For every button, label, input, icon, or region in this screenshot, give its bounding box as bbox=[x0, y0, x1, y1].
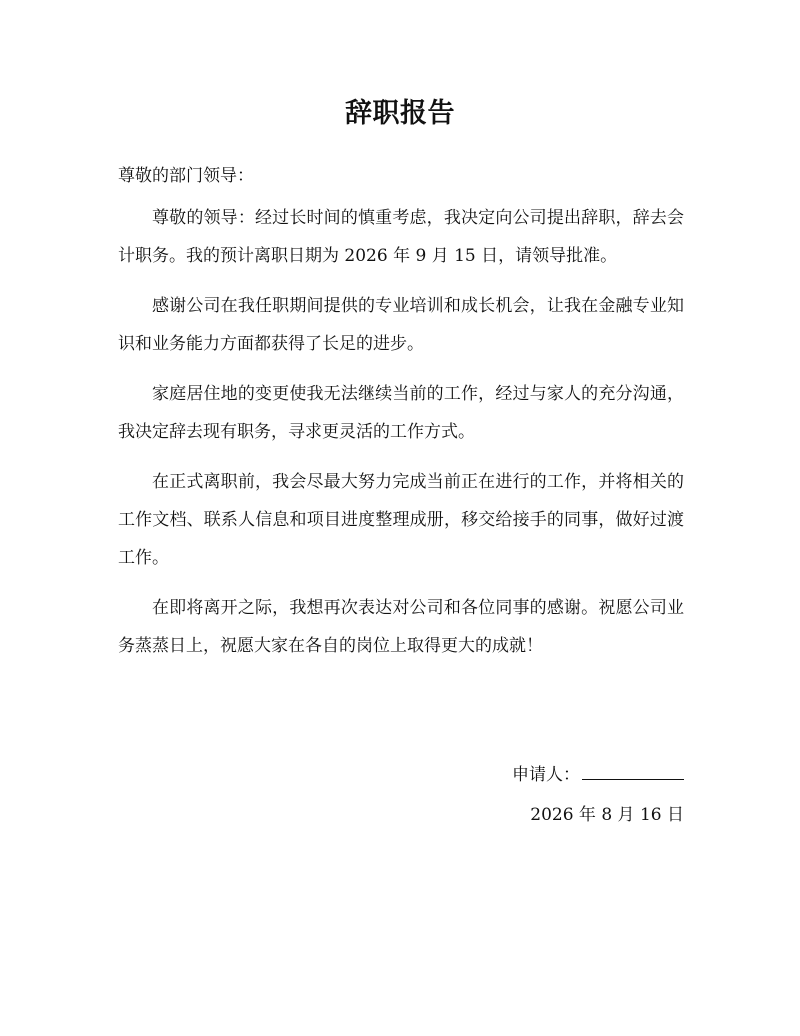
signature-applicant bbox=[512, 760, 684, 790]
signature-date: 2026 年 8 月 16 日 bbox=[530, 805, 684, 825]
paragraph-gratitude-training: 感谢公司在我任职期间提供的专业培训和成长机会，让我在金融专业知识和业务能力方面都获得了长足的进步。 bbox=[118, 296, 684, 354]
signature-blank-line bbox=[582, 761, 684, 780]
paragraph-closing-wishes: 在即将离开之际，我想再次表达对公司和各位同事的感谢。祝愿公司业务蒸蒸日上，祝愿大家在各自的岗位上取得更大的成就！ bbox=[118, 598, 684, 656]
salutation: 尊敬的部门领导： bbox=[118, 166, 254, 186]
paragraph-resignation-notice: 尊敬的领导：经过长时间的慎重考虑，我决定向公司提出辞职，辞去会计职务。我的预计离职日期为 2026 年 9 月 15 日，请领导批准。 bbox=[118, 208, 684, 266]
page-title: 辞职报告 bbox=[345, 98, 455, 129]
letter-body bbox=[118, 199, 684, 677]
paragraph-handover: 在正式离职前，我会尽最大努力完成当前正在进行的工作，并将相关的工作文档、联系人信息和项目进度整理成册，移交给接手的同事，做好过渡工作。 bbox=[118, 472, 684, 568]
paragraph-reason: 家庭居住地的变更使我无法继续当前的工作，经过与家人的充分沟通，我决定辞去现有职务，寻求更灵活的工作方式。 bbox=[118, 384, 684, 442]
applicant-label: 申请人： bbox=[512, 765, 580, 785]
